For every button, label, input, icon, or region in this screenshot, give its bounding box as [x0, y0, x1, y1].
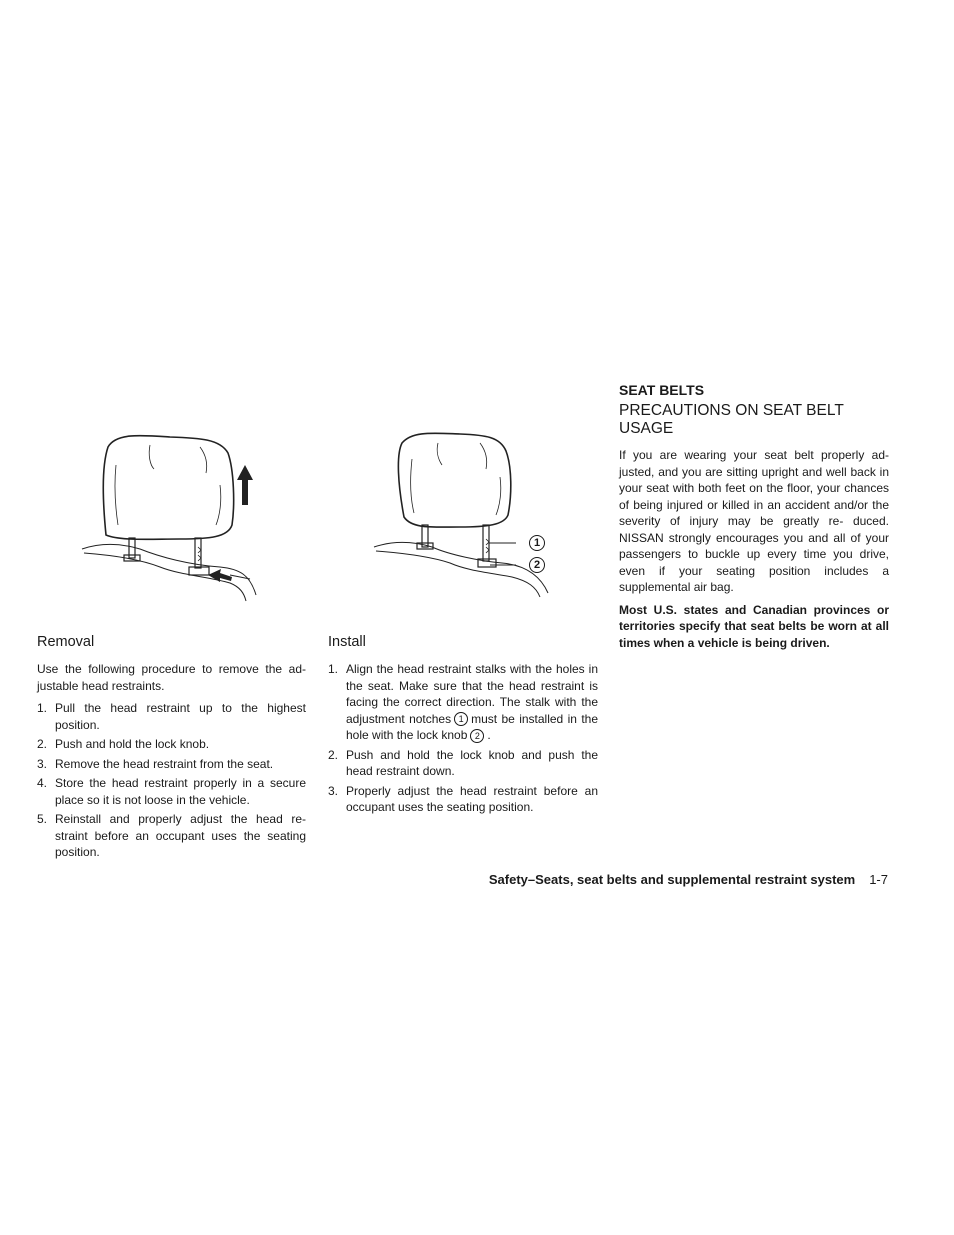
callout-1-ref: 1 [454, 712, 468, 726]
list-item: 4. Store the head restraint properly in a secure place so it is not loose in the vehicle. [37, 776, 306, 807]
list-item: 2. Push and hold the lock knob and push the head restraint down. [328, 747, 598, 778]
removal-section [37, 633, 306, 864]
callout-2-ref: 2 [470, 729, 484, 743]
section-subtitle: PRECAUTIONS ON SEAT BELT USAGE [619, 402, 844, 437]
install-heading: Install [328, 634, 366, 650]
list-item: 5. Reinstall and properly adjust the head re- straint before an occupant uses the seating position. [37, 812, 306, 859]
removal-intro: Use the following procedure to remove the ad- justable head restraints. [37, 662, 306, 693]
install-steps [328, 661, 598, 816]
removal-heading: Removal [37, 634, 95, 650]
seat-belts-warning: Most U.S. states and Canadian provinces or territories specify that seat belts be worn at all times when a vehicle is being driven. [619, 602, 889, 650]
head-restraint-removal-figure [80, 425, 270, 605]
list-item: 1. Pull the head restraint up to the highest position. [37, 701, 306, 732]
list-item: 3. Properly adjust the head restraint before an occupant uses the seating position. [328, 783, 598, 814]
callout-1-marker: 1 [529, 535, 545, 551]
section-title: SEAT BELTS [619, 382, 705, 398]
list-item: 3. Remove the head restraint from the seat. [37, 756, 274, 771]
seat-belts-section [619, 381, 889, 657]
footer-section-title: Safety–Seats, seat belts and supplemental restraint system [488, 872, 856, 887]
install-section [328, 633, 598, 819]
head-restraint-install-figure [372, 425, 552, 600]
page-number: 1-7 [869, 872, 888, 887]
page-footer [489, 872, 888, 887]
list-item: 2. Push and hold the lock knob. [37, 737, 210, 751]
removal-steps [37, 700, 306, 861]
list-item: 1. Align the head restraint stalks with the holes in the seat. Make sure that the head restraint is facing the correct direction. The stalk with the adjustment notches 1 must be installed in the hole with the lock knob 2 . [328, 662, 598, 742]
seat-belts-body: If you are wearing your seat belt properly ad- justed, and you are sitting upright and well back in your seat with both feet on the floor, your chances of being injured or killed in an accident and/or the severity of injury may be greatly re- duced. NISSAN strongly encourages you and all of your passengers to buckle up every time you drive, even if your seating position includes a supplemental air bag. [619, 448, 889, 594]
callout-2-marker: 2 [529, 557, 545, 573]
